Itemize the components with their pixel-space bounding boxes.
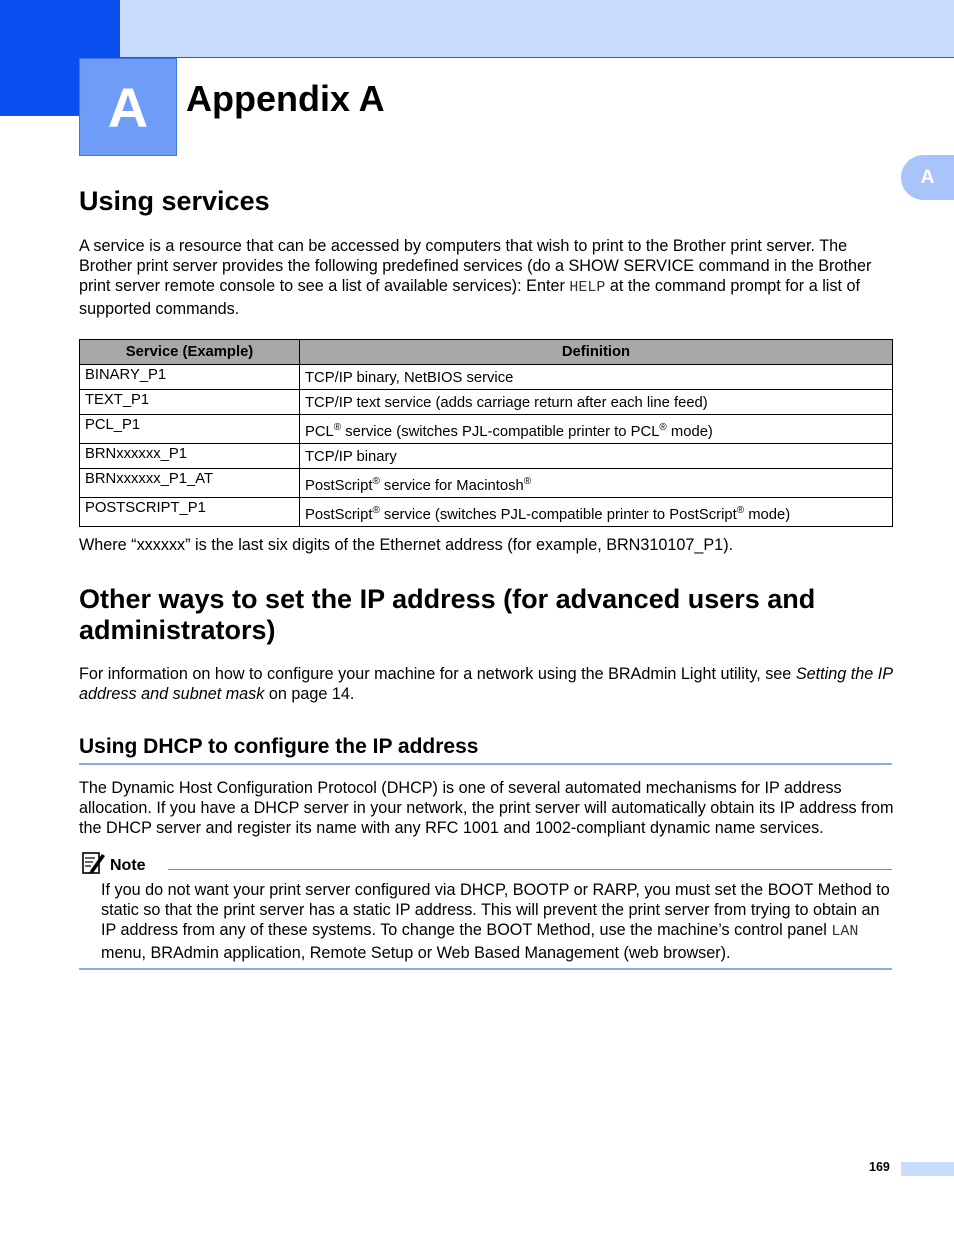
chapter-side-tab[interactable] — [901, 155, 954, 200]
registered-mark: ® — [736, 505, 745, 517]
definition-text: PostScript — [305, 478, 373, 494]
definition-cell: TCP/IP text service (adds carriage return after each line feed) — [300, 390, 893, 415]
chapter-title: Appendix A — [186, 78, 385, 119]
table-row — [80, 498, 893, 527]
column-header-definition: Definition — [300, 340, 893, 365]
registered-mark: ® — [372, 505, 380, 517]
registered-mark: ® — [372, 476, 380, 488]
intro-text-end: at the command prompt for a list of supported commands. — [79, 277, 860, 318]
definition-text: PostScript — [305, 507, 373, 523]
page-number: 169 — [869, 1160, 890, 1174]
note-text-end: menu, BRAdmin application, Remote Setup or Web Based Management (web browser). — [101, 943, 731, 962]
service-cell: BRNxxxxxx_P1 — [80, 444, 300, 469]
definition-text: PCL — [305, 424, 334, 440]
table-header-row — [80, 340, 893, 365]
table-row — [80, 390, 893, 415]
service-cell: BINARY_P1 — [80, 365, 300, 390]
table-row — [80, 365, 893, 390]
table-row — [80, 469, 893, 498]
heading-underline — [79, 763, 892, 765]
definition-cell: TCP/IP binary — [300, 444, 893, 469]
header-band — [120, 0, 954, 58]
intro-text-start: A service is a resource that can be accessed by computers that wish to print to the Brother print server. The Brother print server provides the following predefined services (do a SHOW SERVICE command in the Brother print server remote console to see a list of available services): Enter — [79, 237, 872, 296]
footer-bar — [901, 1162, 954, 1176]
service-cell: TEXT_P1 — [80, 390, 300, 415]
registered-mark: ® — [333, 422, 342, 434]
services-table — [79, 339, 893, 527]
section-intro-paragraph — [79, 236, 894, 319]
section-heading-other-ways — [79, 584, 815, 646]
note-text — [101, 880, 896, 963]
section2-paragraph — [79, 664, 894, 704]
column-header-service: Service (Example) — [80, 340, 300, 365]
definition-text: service (switches PJL-compatible printer to PCL — [341, 424, 660, 440]
registered-mark: ® — [523, 476, 532, 488]
definition-cell — [300, 469, 893, 498]
definition-text: service (switches PJL-compatible printer to PostScript — [379, 507, 737, 523]
heading-line: Other ways to set the IP address (for advanced users and — [79, 584, 816, 614]
lan-menu-code: LAN — [831, 923, 859, 941]
dhcp-paragraph: The Dynamic Host Configuration Protocol (DHCP) is one of several automated mechanisms for IP address allocation. If you have a DHCP server in your network, the print server will automatically obtain its IP address from the DHCP server and register its name with any RFC 1001 and 1002-compliant dynamic name services. — [79, 779, 894, 838]
chapter-letter-box — [79, 58, 177, 156]
definition-text: mode) — [666, 424, 713, 440]
definition-text: mode) — [744, 507, 791, 523]
section-heading-using-services: Using services — [79, 186, 270, 216]
service-cell: PCL_P1 — [80, 415, 300, 444]
note-pencil-icon — [82, 851, 106, 875]
cross-reference-link[interactable]: Setting the IP address and subnet mask — [79, 665, 893, 704]
chapter-letter: A — [107, 75, 149, 139]
note-label: Note — [110, 857, 146, 874]
heading-line: administrators) — [79, 615, 276, 645]
para-text-start: For information on how to configure your machine for a network using the BRAdmin Light utility, see — [79, 665, 796, 683]
table-footnote: Where “xxxxxx” is the last six digits of the Ethernet address (for example, BRN310107_P1). — [79, 536, 734, 554]
side-tab-letter: A — [920, 166, 935, 188]
note-text-start: If you do not want your print server configured via DHCP, BOOTP or RARP, you must set the BOOT Method to static so that the print server has a static IP address. This will prevent the print server from trying to obtain an IP address from any of these systems. To change the BOOT Method, use the machine’s control panel — [101, 881, 890, 940]
para-text-end: on page 14. — [264, 685, 355, 704]
help-command: HELP — [569, 279, 606, 297]
definition-text: service for Macintosh — [379, 478, 524, 494]
service-cell: POSTSCRIPT_P1 — [80, 498, 300, 527]
note-bottom-rule — [79, 968, 892, 970]
definition-cell — [300, 415, 893, 444]
registered-mark: ® — [659, 422, 667, 434]
definition-cell — [300, 498, 893, 527]
table-row — [80, 415, 893, 444]
table-row — [80, 444, 893, 469]
note-top-rule — [168, 869, 892, 870]
definition-cell: TCP/IP binary, NetBIOS service — [300, 365, 893, 390]
subsection-heading-dhcp: Using DHCP to configure the IP address — [79, 735, 479, 758]
service-cell: BRNxxxxxx_P1_AT — [80, 469, 300, 498]
